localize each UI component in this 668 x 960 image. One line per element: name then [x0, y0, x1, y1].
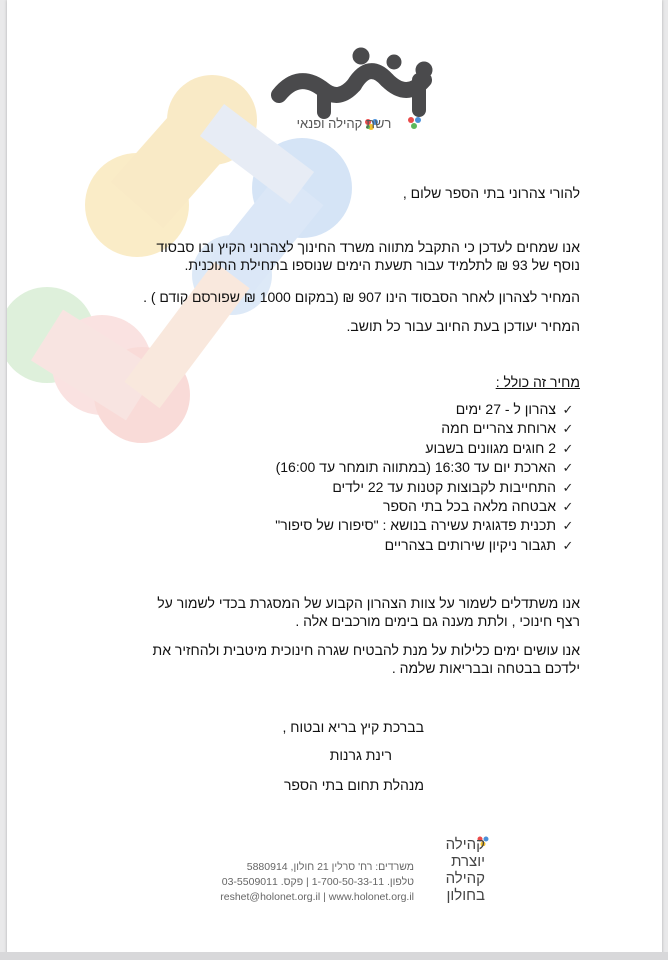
paragraph-1-line-1: אנו שמחים לעדכן כי התקבל מתווה משרד החינוך לצהרוני הקיץ ובו סבסוד	[156, 239, 580, 255]
paragraph-2: המחיר לצהרון לאחר הסבסוד הינו 907 ₪ (במקום 1000 ₪ שפורסם קודם ) .	[143, 289, 580, 305]
list-item: ✓2 חוגים מגוונים בשבוע	[275, 439, 580, 458]
list-item: ✓אבטחה מלאה בכל בתי הספר	[275, 497, 580, 516]
list-item: ✓הארכת יום עד 16:30 (במתווה תומחר עד 16:00)	[275, 458, 580, 477]
paragraph-3: המחיר יעודכן בעת החיוב עבור כל תושב.	[346, 318, 580, 334]
list-item: ✓ארוחת צהריים חמה	[275, 419, 580, 438]
list-item: ✓תגבור ניקיון שירותים בצהריים	[275, 536, 580, 555]
paragraph-4-line-1: אנו משתדלים לשמור על צוות הצהרון הקבוע של המסגרת בכדי לשמור על	[157, 595, 580, 611]
checkmark-icon: ✓	[562, 479, 574, 495]
bottom-strip	[0, 952, 668, 960]
checkmark-icon: ✓	[562, 518, 574, 534]
list-item: ✓תכנית פדגוגית עשירה בנושא : "סיפורו של סיפור"	[275, 516, 580, 535]
checkmark-icon: ✓	[562, 460, 574, 476]
includes-list	[275, 400, 580, 555]
footer-contact	[220, 860, 414, 905]
letter-page	[7, 0, 662, 960]
list-item: ✓התחייבות לקבוצות קטנות עד 22 ילדים	[275, 478, 580, 497]
checkmark-icon: ✓	[562, 498, 574, 514]
checkmark-icon: ✓	[562, 421, 574, 437]
logo-caption: רשת קהילה ופנאי	[296, 116, 392, 131]
checkmark-icon: ✓	[562, 440, 574, 456]
paragraph-1-line-2: נוסף של 93 ₪ לתלמיד עבור תשעת הימים שנוספו בתחילת התוכנית.	[184, 257, 580, 273]
closing: בברכת קיץ בריא ובטוח ,	[282, 719, 424, 735]
signer-name: רינת גרנות	[329, 747, 392, 763]
paragraph-5-line-2: ילדכם בבטחה ובבריאות שלמה .	[391, 660, 580, 676]
footer-web: reshet@holonet.org.il | www.holonet.org.il	[220, 891, 414, 903]
footer-phone: טלפון. 1-700-50-33-11 | פקס. 03-5509011	[221, 876, 414, 888]
footer-offices: משרדים: רח' סרלין 21 חולון, 5880914	[246, 861, 414, 873]
paragraph-4-line-2: רצף חינוכי , ולתת מענה גם בימים מורכבים אלה .	[295, 613, 580, 629]
greeting: להורי צהרוני בתי הספר שלום ,	[402, 185, 580, 201]
paragraph-5-line-1: אנו עושים ימים כלילות על מנת להבטיח שגרה חינוכית מיטבית ולהחזיר את	[152, 642, 580, 658]
signer-title: מנהלת תחום בתי הספר	[283, 777, 424, 793]
footer-brand: קהילה יוצרת קהילה בחולון	[445, 836, 485, 904]
list-item: ✓צהרון ל - 27 ימים	[275, 400, 580, 419]
checkmark-icon: ✓	[562, 537, 574, 553]
includes-heading: מחיר זה כולל :	[495, 374, 580, 390]
checkmark-icon: ✓	[562, 402, 574, 417]
